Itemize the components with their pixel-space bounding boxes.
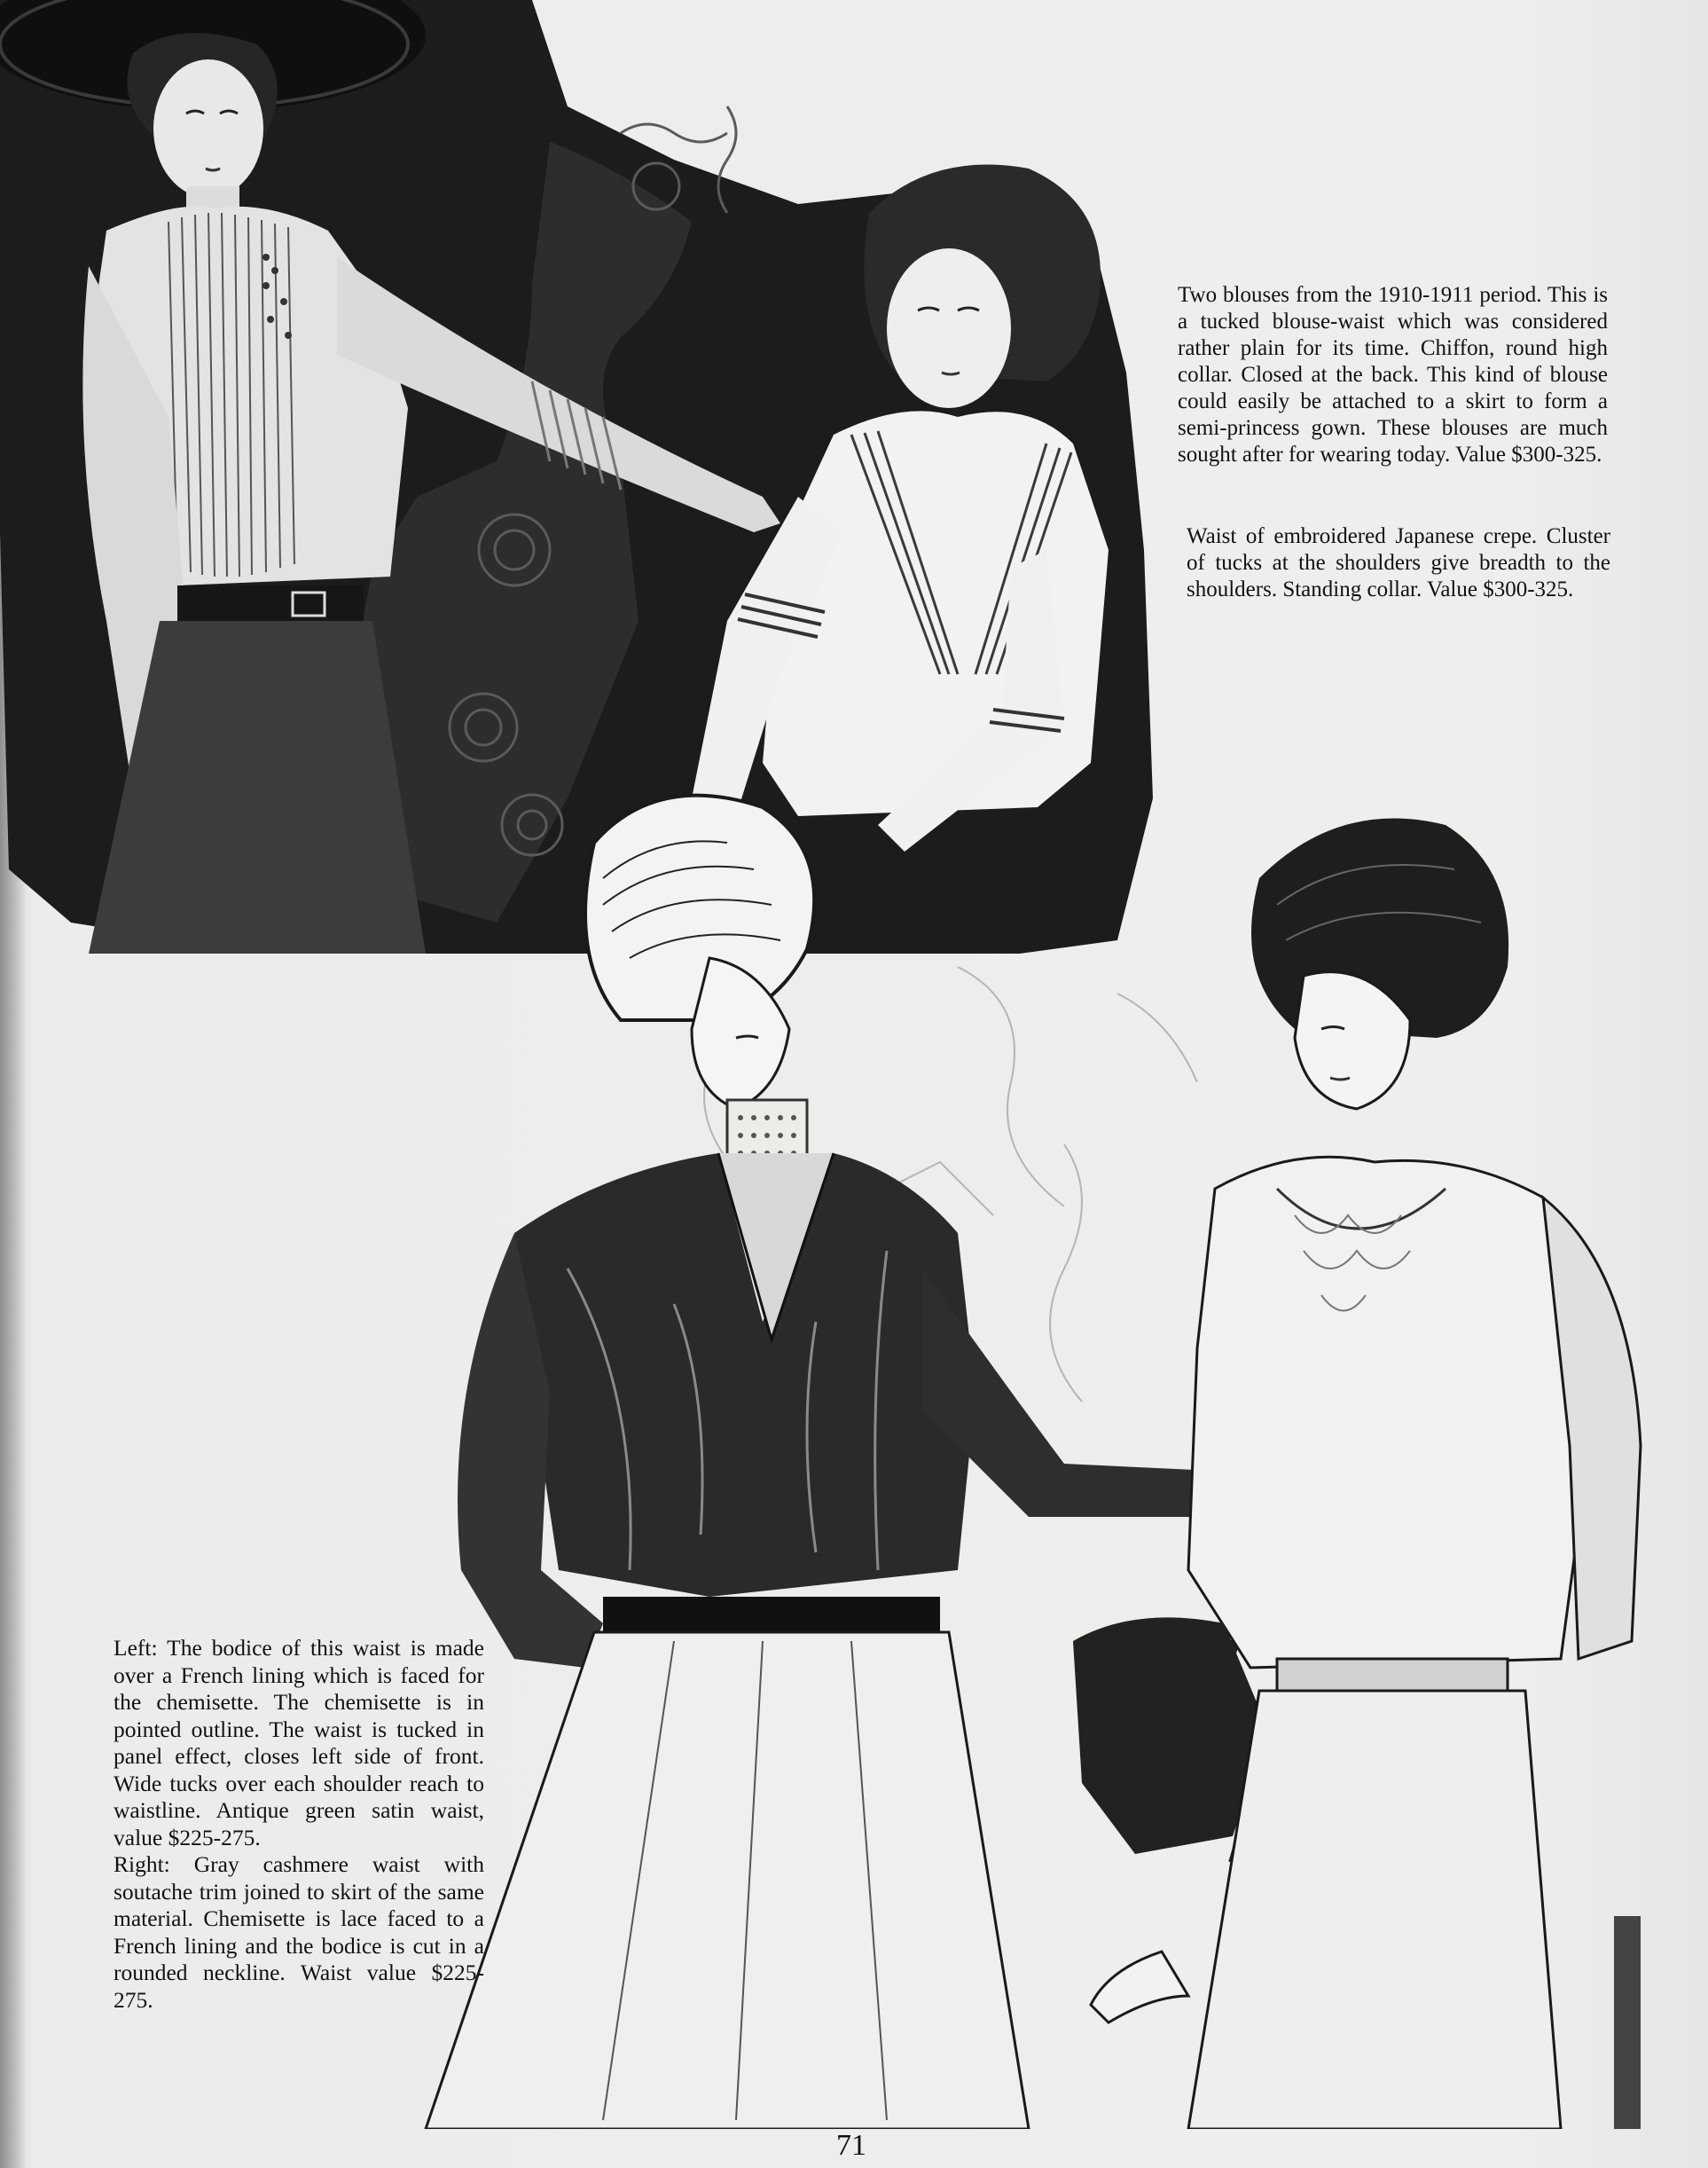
caption-satin-and-cashmere-waists [114,1635,484,2014]
caption-blouses-1910-1911 [1178,282,1608,468]
caption-right-text: Right: Gray cashmere waist with soutache trim joined to skirt of the same material. Chemisette is lace faced to a French lining and the bodice is cut in a rounded neckline. Waist value $225-275. [114,1851,484,2013]
caption-text: Waist of embroidered Japanese crepe. Cluster of tucks at the shoulders give breadth to the shoulders. Standing collar. Value $300-325. [1187,524,1610,601]
caption-japanese-crepe-waist [1187,523,1610,603]
caption-text: Two blouses from the 1910-1911 period. This is a tucked blouse-waist which was considered rather plain for its time. Chiffon, round high collar. Closed at the back. This kind of blouse could easily be attached to a skirt to form a semi-princess gown. These blouses are much sought after for wearing today. Value $300-325. [1178,283,1608,467]
bottom-fashion-illustration [337,772,1649,2129]
page-number: 71 [836,2129,866,2162]
caption-left-text: Left: The bodice of this waist is made over a French lining which is faced for the chemisette. The chemisette is in pointed outline. The waist is tucked in panel effect, closes left side of front. Wide tucks over each shoulder reach to waistline. Antique green satin waist, value $225-275. [114,1635,484,1850]
